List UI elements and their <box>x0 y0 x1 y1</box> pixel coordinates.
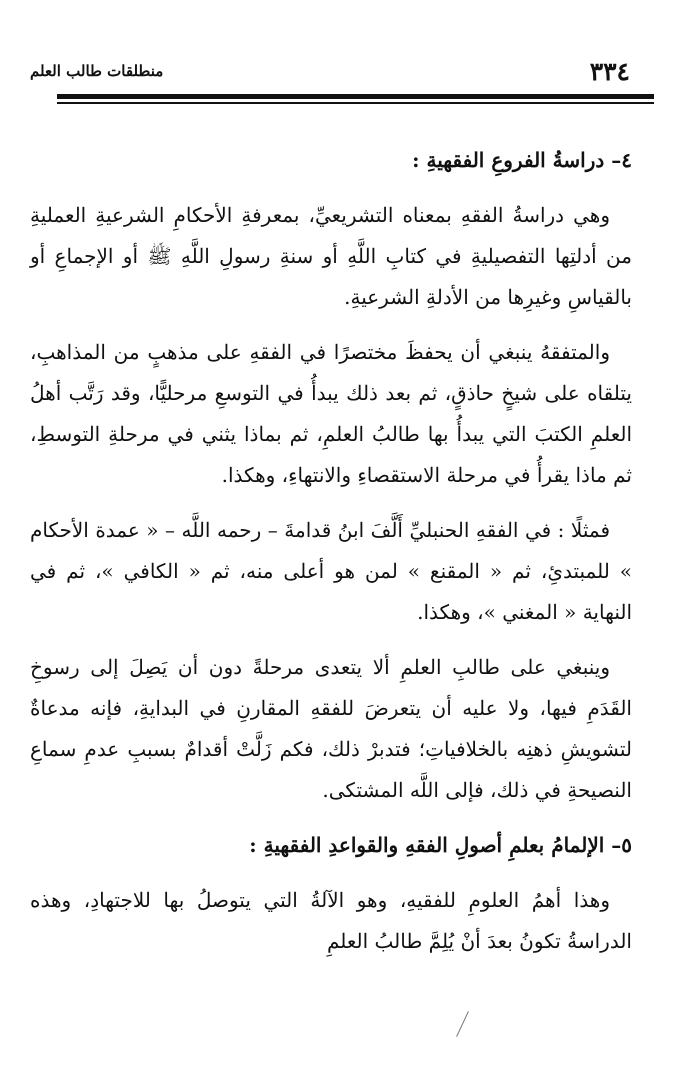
section-4-paragraph-2: والمتفقهُ ينبغي أن يحفظَ مختصرًا في الفقهِ على مذهبٍ من المذاهبِ، يتلقاه على شيخٍ حاذقٍ، ثم بعد ذلك يبدأُ في التوسعِ مرحليًّا، وقد رَتَّب أهلُ العلمِ الكتبَ التي يبدأُ بها طالبُ العلمِ، ثم بماذا يثني في مرحلةِ التوسطِ، ثم ماذا يقرأُ في مرحلة الاستقصاءِ والانتهاءِ، وهكذا. <box>30 340 632 487</box>
stray-pen-mark <box>456 1011 469 1037</box>
section-5-heading: ٥– الإلمامُ بعلمِ أصولِ الفقهِ والقواعدِ الفقهيةِ : <box>249 833 632 857</box>
page-body <box>30 140 632 976</box>
header-rule-thin <box>57 102 654 104</box>
section-4-paragraph-4: وينبغي على طالبِ العلمِ ألا يتعدى مرحلةً دون أن يَصِلَ إلى رسوخِ القَدَمِ فيها، ولا عليه أن يتعرضَ للفقهِ المقارنِ في البدايةِ، فإنه مدعاةٌ لتشويشِ ذهنِه بالخلافياتِ؛ فتدبرْ ذلك، فكم زَلَّتْ أقدامٌ بسببِ عدمِ سماعِ النصيحةِ في ذلك، فإلى اللَّه المشتكى. <box>30 655 632 802</box>
section-5-paragraph-1: وهذا أهمُ العلومِ للفقيهِ، وهو الآلةُ التي يتوصلُ بها للاجتهادِ، وهذه الدراسةُ تكونُ بعدَ أنْ يُلِمَّ طالبُ العلمِ <box>30 888 632 953</box>
page-number: ٣٣٤ <box>589 56 630 86</box>
running-header <box>30 56 630 86</box>
section-4-paragraph-1: وهي دراسةُ الفقهِ بمعناه التشريعيِّ، بمعرفةِ الأحكامِ الشرعيةِ العمليةِ من أدلتِها التفصيليةِ في كتابِ اللَّهِ أو سنةِ رسولِ اللَّهِ ﷺ أو الإجماعِ أو بالقياسِ وغيرِها من الأدلةِ الشرعيةِ. <box>30 203 632 309</box>
header-rule-thick <box>57 94 654 99</box>
section-4-paragraph-3: فمثلًا : في الفقهِ الحنبليِّ أَلَّفَ ابنُ قدامةَ – رحمه اللَّه – « عمدة الأحكام » للمبتدئِ، ثم « المقنع » لمن هو أعلى منه، ثم « الكافي »، ثم في النهاية « المغني »، وهكذا. <box>30 518 632 624</box>
section-4-heading: ٤– دراسةُ الفروعِ الفقهيةِ : <box>412 148 632 172</box>
book-title: منطلقات طالب العلم <box>30 62 164 80</box>
